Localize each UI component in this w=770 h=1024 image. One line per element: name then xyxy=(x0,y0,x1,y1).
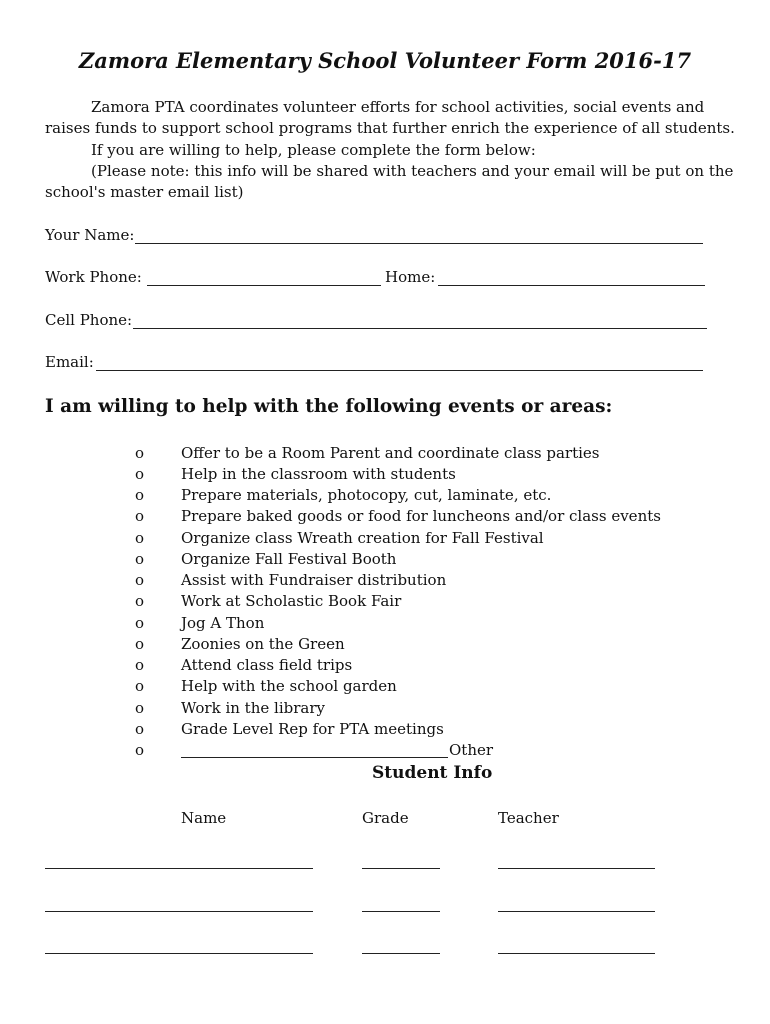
home-phone-label: Home: xyxy=(385,268,436,286)
checkbox-bullet[interactable]: o xyxy=(135,614,145,632)
list-item: Organize Fall Festival Booth xyxy=(181,550,397,568)
checkbox-bullet[interactable]: o xyxy=(135,699,145,717)
student-grade-field[interactable] xyxy=(362,911,440,912)
student-grade-field[interactable] xyxy=(362,868,440,869)
student-name-field[interactable] xyxy=(45,868,313,869)
email-label: Email: xyxy=(45,353,94,371)
work-phone-field[interactable] xyxy=(147,285,381,286)
student-name-field[interactable] xyxy=(45,911,313,912)
email-field[interactable] xyxy=(96,370,703,371)
intro-line-2: raises funds to support school programs that further enrich the experience of all students. xyxy=(45,119,735,137)
checkbox-bullet[interactable]: o xyxy=(135,550,145,568)
student-name-header: Name xyxy=(181,809,227,827)
checkbox-bullet[interactable]: o xyxy=(135,444,145,462)
work-phone-label: Work Phone: xyxy=(45,268,142,286)
student-grade-field[interactable] xyxy=(362,953,440,954)
list-item: Prepare baked goods or food for luncheons and/or class events xyxy=(181,507,661,525)
student-teacher-header: Teacher xyxy=(498,809,559,827)
other-label: Other xyxy=(449,741,494,759)
cell-phone-label: Cell Phone: xyxy=(45,311,133,329)
checkbox-bullet[interactable]: o xyxy=(135,571,145,589)
list-item: Assist with Fundraiser distribution xyxy=(181,571,447,589)
intro-line-4: (Please note: this info will be shared with teachers and your email will be put on the xyxy=(91,162,734,180)
list-item: Attend class field trips xyxy=(181,656,353,674)
checkbox-bullet[interactable]: o xyxy=(135,529,145,547)
intro-line-5: school's master email list) xyxy=(45,183,244,201)
your-name-label: Your Name: xyxy=(45,226,135,244)
your-name-field[interactable] xyxy=(135,243,703,244)
list-item: Offer to be a Room Parent and coordinate class parties xyxy=(181,444,600,462)
list-item: Help in the classroom with students xyxy=(181,465,456,483)
list-item: Work in the library xyxy=(181,699,325,717)
list-item: Jog A Thon xyxy=(181,614,265,632)
list-item: Grade Level Rep for PTA meetings xyxy=(181,720,444,738)
page-title: Zamora Elementary School Volunteer Form 2016-17 xyxy=(78,48,692,73)
student-teacher-field[interactable] xyxy=(498,953,655,954)
checkbox-bullet[interactable]: o xyxy=(135,465,145,483)
intro-line-3: If you are willing to help, please complete the form below: xyxy=(91,141,536,159)
home-phone-field[interactable] xyxy=(438,285,705,286)
other-field[interactable] xyxy=(181,757,448,758)
help-heading: I am willing to help with the following events or areas: xyxy=(45,396,613,417)
checkbox-bullet[interactable]: o xyxy=(135,741,145,759)
checkbox-bullet[interactable]: o xyxy=(135,592,145,610)
intro-line-1: Zamora PTA coordinates volunteer efforts for school activities, social events and xyxy=(91,98,705,116)
student-grade-header: Grade xyxy=(362,809,409,827)
student-teacher-field[interactable] xyxy=(498,911,655,912)
list-item: Prepare materials, photocopy, cut, laminate, etc. xyxy=(181,486,552,504)
checkbox-bullet[interactable]: o xyxy=(135,507,145,525)
student-info-heading: Student Info xyxy=(372,763,493,783)
list-item: Zoonies on the Green xyxy=(181,635,345,653)
checkbox-bullet[interactable]: o xyxy=(135,486,145,504)
student-name-field[interactable] xyxy=(45,953,313,954)
checkbox-bullet[interactable]: o xyxy=(135,635,145,653)
student-teacher-field[interactable] xyxy=(498,868,655,869)
checkbox-bullet[interactable]: o xyxy=(135,720,145,738)
checkbox-bullet[interactable]: o xyxy=(135,677,145,695)
list-item: Organize class Wreath creation for Fall Festival xyxy=(181,529,544,547)
cell-phone-field[interactable] xyxy=(133,328,707,329)
checkbox-bullet[interactable]: o xyxy=(135,656,145,674)
list-item: Help with the school garden xyxy=(181,677,397,695)
list-item: Work at Scholastic Book Fair xyxy=(181,592,402,610)
